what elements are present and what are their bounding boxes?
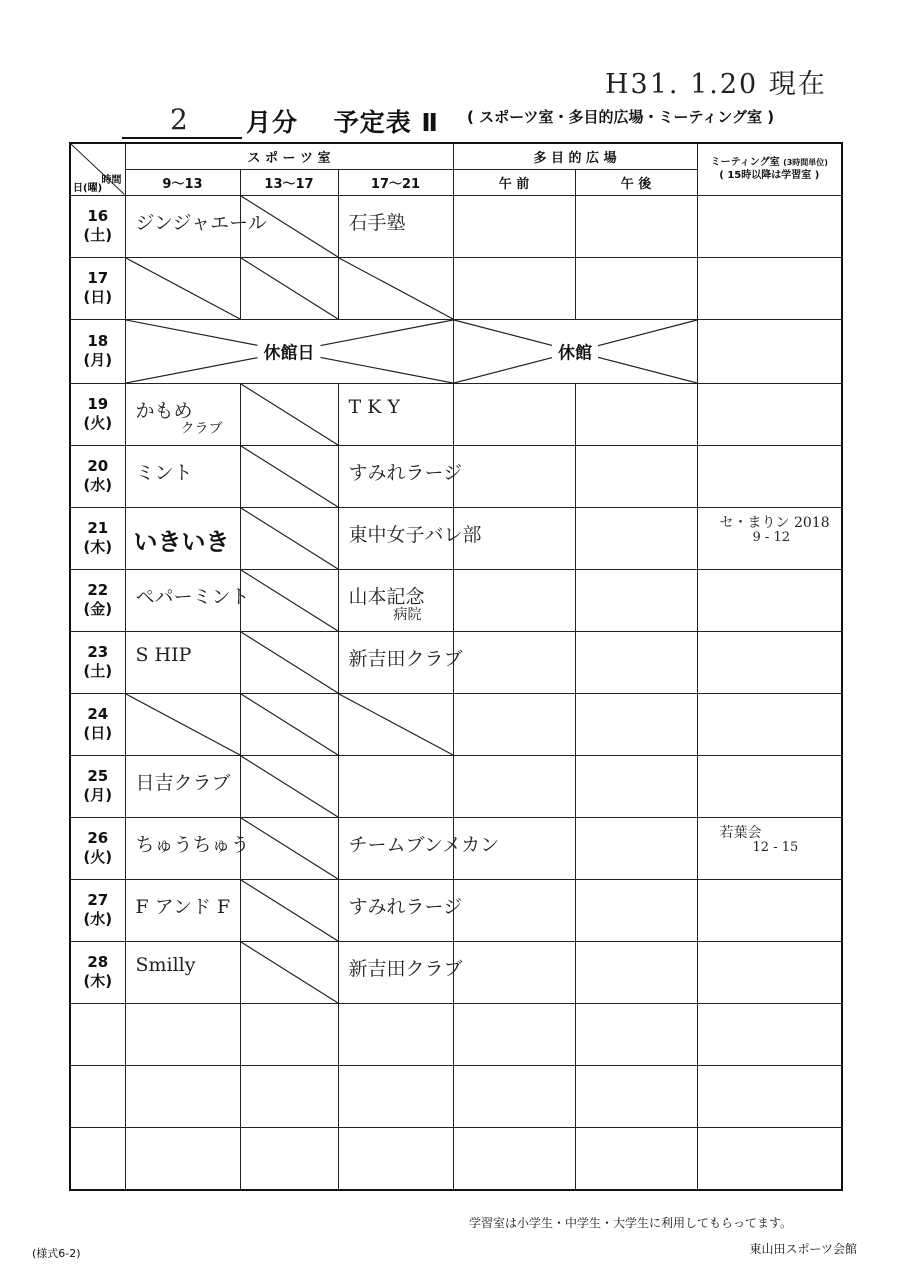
day-number: 23 bbox=[87, 643, 109, 661]
plaza-afternoon[interactable] bbox=[575, 941, 697, 1003]
table-row bbox=[70, 755, 842, 817]
sports-slot-13-17[interactable] bbox=[240, 445, 338, 507]
sports-slot-17-21[interactable] bbox=[338, 383, 453, 445]
table-row bbox=[70, 195, 842, 257]
table-row bbox=[70, 319, 842, 383]
table-row bbox=[70, 1065, 842, 1127]
day-cell bbox=[70, 507, 125, 569]
day-of-week: (水) bbox=[83, 476, 113, 494]
day-number: 27 bbox=[87, 891, 109, 909]
meeting-room-note: ( 15時以降は学習室 ) bbox=[719, 170, 820, 182]
schedule-table bbox=[69, 142, 843, 1191]
diagonal-strike bbox=[241, 880, 338, 941]
plaza-morning[interactable] bbox=[453, 941, 575, 1003]
meeting-cell[interactable] bbox=[697, 383, 842, 445]
sports-slot-13-17[interactable] bbox=[240, 1127, 338, 1190]
plaza-afternoon[interactable] bbox=[575, 383, 697, 445]
table-row bbox=[70, 817, 842, 879]
booking-text: いきいき bbox=[133, 528, 230, 556]
sports-slot-17-21[interactable] bbox=[338, 1003, 453, 1065]
table-row bbox=[70, 1003, 842, 1065]
booking-text: 石手塾 bbox=[348, 211, 406, 234]
corner-header bbox=[70, 143, 125, 195]
meeting-cell[interactable] bbox=[697, 445, 842, 507]
diagonal-strike bbox=[241, 196, 338, 257]
day-of-week: (日) bbox=[83, 724, 113, 742]
table-row bbox=[70, 569, 842, 631]
diagonal-strike bbox=[339, 694, 453, 755]
corner-day-label: 日(曜) bbox=[73, 183, 103, 194]
table-row bbox=[70, 879, 842, 941]
plaza-afternoon[interactable] bbox=[575, 693, 697, 755]
plaza-afternoon[interactable] bbox=[575, 631, 697, 693]
sports-slot-9-13[interactable] bbox=[125, 755, 240, 817]
day-of-week: (日) bbox=[83, 288, 113, 306]
sports-slot-17-21[interactable] bbox=[338, 445, 463, 507]
day-number: 17 bbox=[87, 269, 109, 287]
sports-slot-17-21[interactable] bbox=[338, 1127, 453, 1190]
sports-slot-9-13[interactable] bbox=[125, 817, 250, 879]
sports-slot-17-21[interactable] bbox=[338, 257, 453, 319]
day-of-week: (金) bbox=[83, 600, 113, 618]
sports-slot-13-17[interactable] bbox=[240, 569, 338, 631]
plaza-afternoon[interactable] bbox=[575, 817, 697, 879]
sports-slot-17-21[interactable] bbox=[338, 755, 453, 817]
day-number: 19 bbox=[87, 395, 109, 413]
meeting-cell[interactable] bbox=[697, 257, 842, 319]
meeting-time: 12 - 15 bbox=[752, 839, 799, 855]
meeting-cell[interactable] bbox=[697, 1065, 842, 1127]
sports-slot-13-17[interactable] bbox=[240, 941, 338, 1003]
footnote: 学習室は小学生・中学生・大学生に利用してもらってます。 bbox=[468, 1216, 792, 1230]
meeting-cell[interactable] bbox=[697, 817, 842, 879]
plaza-morning[interactable] bbox=[453, 817, 575, 879]
sports-slot-13-17[interactable] bbox=[240, 1065, 338, 1127]
meeting-time: 9 - 12 bbox=[752, 529, 791, 545]
meeting-cell[interactable] bbox=[697, 507, 842, 569]
sports-slot-13-17[interactable] bbox=[240, 631, 338, 693]
plaza-morning[interactable] bbox=[453, 569, 575, 631]
diagonal-strike bbox=[241, 694, 338, 755]
sports-slot-17-21[interactable] bbox=[338, 879, 463, 941]
page-subtitle: ( スポーツ室・多目的広場・ミーティング室 ) bbox=[467, 108, 775, 126]
booking-text: チームブンメカン bbox=[348, 833, 500, 856]
day-of-week: (土) bbox=[83, 226, 113, 244]
sports-slot-9-13[interactable] bbox=[125, 1003, 240, 1065]
day-cell bbox=[70, 693, 125, 755]
meeting-room-title: ミーティング室 bbox=[710, 157, 780, 169]
sports-slot-17-21[interactable] bbox=[338, 507, 482, 569]
meeting-cell[interactable] bbox=[697, 693, 842, 755]
meeting-booking: 若葉会 bbox=[719, 824, 762, 841]
table-row bbox=[70, 507, 842, 569]
sports-room-header: ス ポ ー ツ 室 bbox=[125, 143, 453, 169]
plaza-afternoon[interactable] bbox=[575, 445, 697, 507]
meeting-cell[interactable] bbox=[697, 1003, 842, 1065]
table-row bbox=[70, 257, 842, 319]
day-of-week: (火) bbox=[83, 848, 113, 866]
sports-slot-17-21[interactable] bbox=[338, 693, 453, 755]
day-cell bbox=[70, 631, 125, 693]
sports-slot-9-13[interactable] bbox=[125, 1065, 240, 1127]
plaza-morning[interactable] bbox=[453, 445, 575, 507]
sports-slot-17-21[interactable] bbox=[338, 817, 500, 879]
sports-slot-17-21[interactable] bbox=[338, 941, 463, 1003]
day-number: 20 bbox=[87, 457, 109, 475]
meeting-room-unit: (3時間単位) bbox=[783, 158, 828, 168]
sports-slot-9-13[interactable] bbox=[125, 693, 240, 755]
booking-text: ジンジャエール bbox=[135, 211, 267, 234]
booking-text: 新吉田クラブ bbox=[348, 957, 463, 980]
day-number: 22 bbox=[87, 581, 109, 599]
booking-text: すみれラージ bbox=[348, 895, 463, 918]
booking-text: T K Y bbox=[348, 395, 400, 418]
plaza-morning[interactable] bbox=[453, 693, 575, 755]
diagonal-strike bbox=[241, 384, 338, 445]
day-cell bbox=[70, 195, 125, 257]
day-number: 24 bbox=[87, 705, 109, 723]
plaza-morning[interactable] bbox=[453, 755, 575, 817]
day-number: 28 bbox=[87, 953, 109, 971]
diagonal-strike bbox=[126, 258, 240, 319]
day-cell bbox=[70, 879, 125, 941]
sports-closed-cell bbox=[125, 319, 453, 383]
plaza-morning[interactable] bbox=[453, 195, 575, 257]
plaza-morning[interactable] bbox=[453, 383, 575, 445]
plaza-afternoon[interactable] bbox=[575, 569, 697, 631]
table-row bbox=[70, 383, 842, 445]
sports-slot-13-17[interactable] bbox=[240, 1003, 338, 1065]
plaza-afternoon[interactable] bbox=[575, 1065, 697, 1127]
sports-slot-9-13[interactable] bbox=[125, 941, 240, 1003]
day-cell bbox=[70, 1003, 125, 1065]
booking-text: 山本記念 bbox=[348, 585, 425, 608]
sports-slot-9-13[interactable] bbox=[125, 1127, 240, 1190]
booking-text: S HIP bbox=[135, 643, 192, 666]
diagonal-strike bbox=[241, 258, 338, 319]
day-of-week: (火) bbox=[83, 414, 113, 432]
closed-label: 休館 bbox=[552, 339, 598, 364]
day-number: 16 bbox=[87, 207, 109, 225]
organization-name: 東山田スポーツ会館 bbox=[749, 1242, 857, 1256]
day-cell bbox=[70, 383, 125, 445]
day-cell bbox=[70, 941, 125, 1003]
booking-text: F アンド F bbox=[135, 895, 231, 918]
plaza-afternoon[interactable] bbox=[575, 257, 697, 319]
meeting-room-header bbox=[697, 143, 842, 195]
sports-slot-13-17[interactable] bbox=[240, 755, 338, 817]
sports-slot-17-21[interactable] bbox=[338, 195, 453, 257]
sports-slot-13-17[interactable] bbox=[240, 383, 338, 445]
day-cell bbox=[70, 755, 125, 817]
table-row bbox=[70, 1127, 842, 1190]
sports-slot-9-13[interactable] bbox=[125, 569, 250, 631]
meeting-cell[interactable] bbox=[697, 569, 842, 631]
day-of-week: (木) bbox=[83, 538, 113, 556]
diagonal-strike bbox=[241, 508, 338, 569]
plaza-morning[interactable] bbox=[453, 507, 575, 569]
booking-text: 新吉田クラブ bbox=[348, 647, 463, 670]
diagonal-strike bbox=[339, 258, 453, 319]
plaza-afternoon[interactable] bbox=[575, 1003, 697, 1065]
meeting-cell[interactable] bbox=[697, 631, 842, 693]
sports-slot-9-13[interactable] bbox=[125, 195, 267, 257]
meeting-cell[interactable] bbox=[697, 1127, 842, 1190]
plaza-morning[interactable] bbox=[453, 1065, 575, 1127]
day-of-week: (水) bbox=[83, 910, 113, 928]
day-of-week: (月) bbox=[83, 786, 113, 804]
plaza-morning[interactable] bbox=[453, 1003, 575, 1065]
day-cell bbox=[70, 1065, 125, 1127]
plaza-morning[interactable] bbox=[453, 1127, 575, 1190]
day-cell bbox=[70, 445, 125, 507]
sports-slot-13-17[interactable] bbox=[240, 195, 338, 257]
day-number: 18 bbox=[87, 332, 109, 350]
sports-slot-9-13[interactable] bbox=[125, 383, 240, 445]
day-number: 21 bbox=[87, 519, 109, 537]
plaza-afternoon[interactable] bbox=[575, 507, 697, 569]
sports-slot-9-13[interactable] bbox=[125, 879, 240, 941]
table-row bbox=[70, 631, 842, 693]
sports-slot-9-13[interactable] bbox=[125, 445, 240, 507]
plaza-afternoon[interactable] bbox=[575, 755, 697, 817]
table-row bbox=[70, 445, 842, 507]
month-number: 2 bbox=[170, 103, 188, 136]
booking-text: 東中女子バレ部 bbox=[348, 523, 482, 546]
slot-17-21: 17～21 bbox=[338, 169, 453, 195]
plaza-afternoon[interactable] bbox=[575, 195, 697, 257]
slot-13-17: 13～17 bbox=[240, 169, 338, 195]
sports-slot-13-17[interactable] bbox=[240, 817, 338, 879]
booking-text-line2: クラブ bbox=[180, 420, 223, 437]
diagonal-strike bbox=[241, 818, 338, 879]
slot-morning: 午 前 bbox=[453, 169, 575, 195]
diagonal-strike bbox=[241, 942, 338, 1003]
plaza-header: 多 目 的 広 場 bbox=[453, 143, 697, 169]
day-cell bbox=[70, 319, 125, 383]
day-of-week: (土) bbox=[83, 662, 113, 680]
booking-text: かもめ bbox=[135, 399, 193, 422]
sports-slot-17-21[interactable] bbox=[338, 569, 453, 631]
sports-slot-13-17[interactable] bbox=[240, 879, 338, 941]
page-title: 月分 予定表 Ⅱ bbox=[246, 108, 439, 137]
sports-slot-9-13[interactable] bbox=[125, 257, 240, 319]
form-number: (様式6-2) bbox=[32, 1247, 81, 1260]
booking-text-line2: 病院 bbox=[393, 606, 422, 623]
meeting-cell[interactable] bbox=[697, 755, 842, 817]
corner-time-label: 時間 bbox=[101, 175, 122, 186]
table-row bbox=[70, 693, 842, 755]
day-number: 25 bbox=[87, 767, 109, 785]
sports-slot-9-13[interactable] bbox=[125, 507, 240, 569]
booking-text: ちゅうちゅう bbox=[135, 833, 250, 856]
slot-9-13: 9～13 bbox=[125, 169, 240, 195]
plaza-morning[interactable] bbox=[453, 879, 575, 941]
plaza-afternoon[interactable] bbox=[575, 1127, 697, 1190]
day-of-week: (木) bbox=[83, 972, 113, 990]
sports-slot-13-17[interactable] bbox=[240, 693, 338, 755]
sports-slot-17-21[interactable] bbox=[338, 1065, 453, 1127]
day-cell bbox=[70, 569, 125, 631]
plaza-closed-cell bbox=[453, 319, 697, 383]
plaza-morning[interactable] bbox=[453, 257, 575, 319]
day-of-week: (月) bbox=[83, 351, 113, 369]
booking-text: ミント bbox=[135, 461, 193, 484]
diagonal-strike bbox=[241, 756, 338, 817]
booking-text: 日吉クラブ bbox=[135, 771, 231, 794]
plaza-morning[interactable] bbox=[453, 631, 575, 693]
meeting-cell[interactable] bbox=[697, 941, 842, 1003]
diagonal-strike bbox=[241, 446, 338, 507]
closed-day-label: 休館日 bbox=[258, 339, 321, 364]
day-number: 26 bbox=[87, 829, 109, 847]
day-cell bbox=[70, 257, 125, 319]
sports-slot-9-13[interactable] bbox=[125, 631, 240, 693]
plaza-afternoon[interactable] bbox=[575, 879, 697, 941]
sports-slot-13-17[interactable] bbox=[240, 257, 338, 319]
month-underline bbox=[122, 137, 242, 139]
booking-text: ペパーミント bbox=[135, 585, 250, 608]
diagonal-strike bbox=[241, 570, 338, 631]
sports-slot-13-17[interactable] bbox=[240, 507, 338, 569]
diagonal-strike bbox=[241, 632, 338, 693]
day-cell bbox=[70, 817, 125, 879]
diagonal-strike bbox=[126, 694, 240, 755]
meeting-cell[interactable] bbox=[697, 319, 842, 383]
sports-slot-17-21[interactable] bbox=[338, 631, 463, 693]
booking-text: Smilly bbox=[135, 953, 196, 976]
meeting-booking: セ・まりン 2018 bbox=[719, 514, 830, 531]
booking-text: すみれラージ bbox=[348, 461, 463, 484]
day-cell bbox=[70, 1127, 125, 1190]
table-row bbox=[70, 941, 842, 1003]
as-of-date: H31. 1.20 現在 bbox=[605, 69, 827, 100]
meeting-cell[interactable] bbox=[697, 879, 842, 941]
meeting-cell[interactable] bbox=[697, 195, 842, 257]
slot-afternoon: 午 後 bbox=[575, 169, 697, 195]
